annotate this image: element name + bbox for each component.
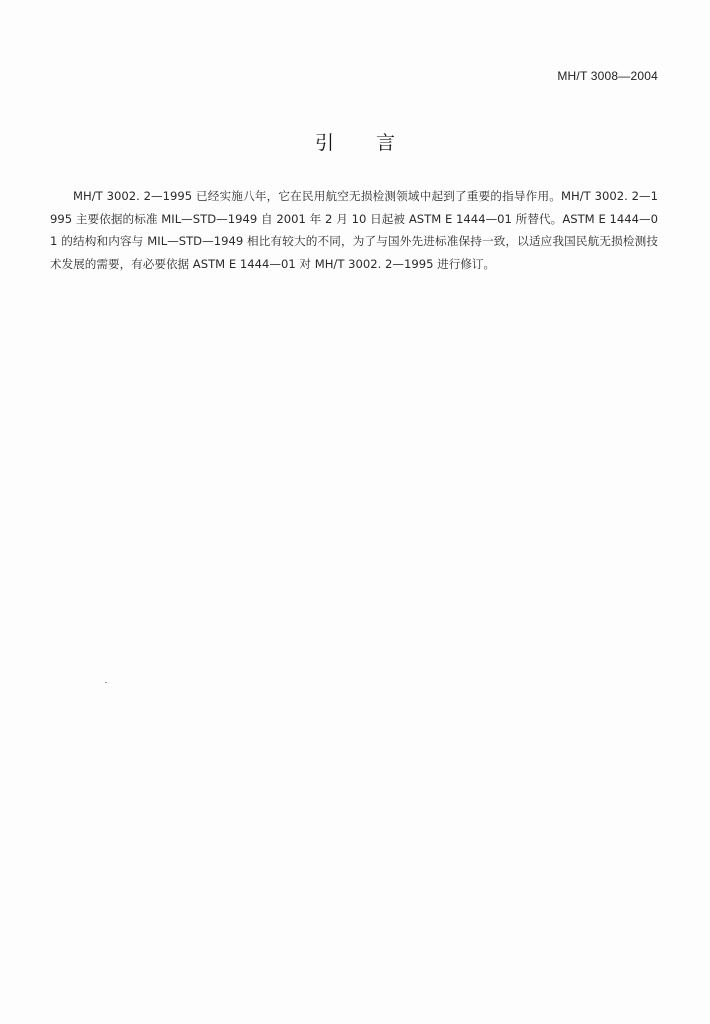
introduction-paragraph: MH/T 3002. 2—1995 已经实施八年，它在民用航空无损检测领域中起到了重要的指导作用。MH/T 3002. 2—1995 主要依据的标准 MIL—STD—1949 自 2001 年 2 月 10 日起被 ASTM E 1444—01 所替代。ASTM E 1444—01 的结构和内容与 MIL—STD—1949 相比有较大的不同，为了与国外先进标准保持一致，以适应我国民航无损检测技术发展的需要，有必要依据 ASTM E 1444—01 对 MH/T 3002. 2—1995 进行修订。: [50, 189, 658, 271]
scan-speck: [105, 682, 107, 683]
section-title: 引言: [314, 132, 437, 154]
standard-number: MH/T 3008—2004: [557, 69, 658, 83]
